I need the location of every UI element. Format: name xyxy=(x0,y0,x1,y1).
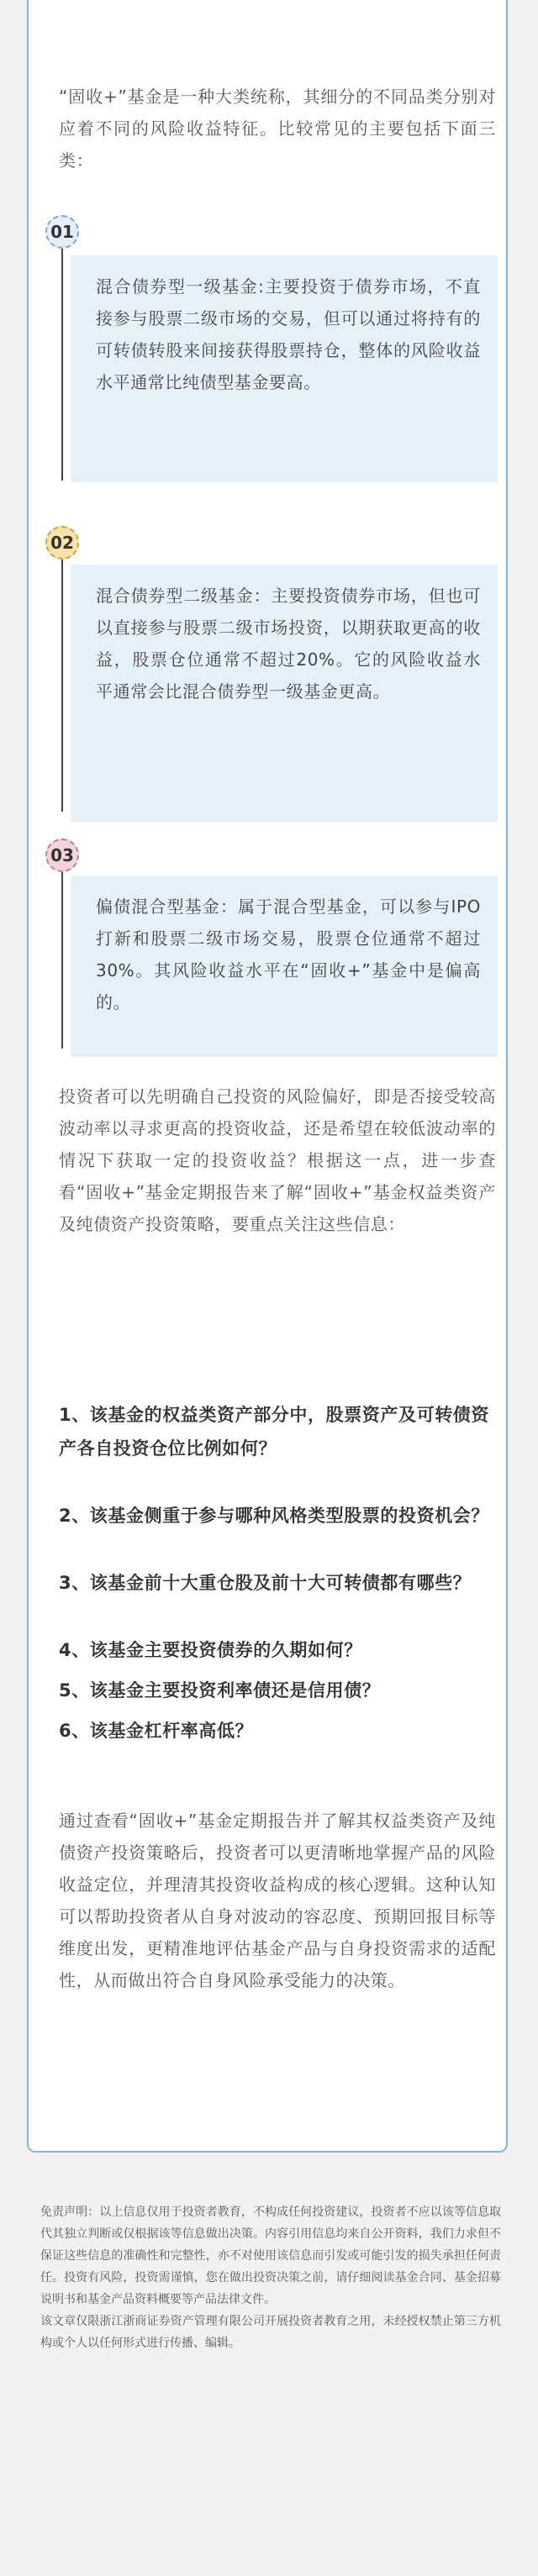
badge-02: 02 xyxy=(45,526,79,560)
badge-03: 03 xyxy=(45,839,79,872)
question-1: 1、该基金的权益类资产部分中，股票资产及可转债资产各自投资仓位比例如何？ xyxy=(59,1405,490,1459)
question-2: 2、该基金侧重于参与哪种风格类型股票的投资机会？ xyxy=(59,1506,490,1526)
timeline-line-02 xyxy=(61,560,63,812)
question-6: 6、该基金杠杆率高低？ xyxy=(59,1721,254,1741)
question-3: 3、该基金前十大重仓股及前十大可转债都有哪些？ xyxy=(59,1573,472,1593)
disclaimer xyxy=(40,2201,501,2354)
category-text-02: 混合债券型二级基金：主要投资债券市场，但也可以直接参与股票二级市场投资，以期获取更高的收益，股票仓位通常不超过20%。它的风险收益水平通常会比混合债券型一级基金更高。 xyxy=(96,586,481,702)
timeline-line-01 xyxy=(61,249,63,481)
conclusion-paragraph: 通过查看“固收+”基金定期报告并了解其权益类资产及纯债资产投资策略后，投资者可以更清晰地掌握产品的风险收益定位，并理清其投资收益构成的核心逻辑。这种认知可以帮助投资者从自身对波动的容忍度、预期回报目标等维度出发，更精准地评估基金产品与自身投资需求的适配性，从而做出符合自身风险承受能力的决策。 xyxy=(59,1811,496,1990)
category-box-03 xyxy=(71,875,498,1057)
question-4: 4、该基金主要投资债券的久期如何？ xyxy=(59,1640,362,1660)
timeline-line-03 xyxy=(61,872,63,1049)
badge-01: 01 xyxy=(45,215,79,249)
strategy-paragraph: 投资者可以先明确自己投资的风险偏好，即是否接受较高波动率以寻求更高的投资收益，还是希望在较低波动率的情况下获取一定的投资收益？根据这一点，进一步查看“固收+”基金定期报告来了解“固收+”基金权益类资产及纯债资产投资策略，要重点关注这些信息： xyxy=(59,1086,496,1234)
category-box-01 xyxy=(71,255,498,482)
disclaimer-text: 免责声明：以上信息仅用于投资者教育，不构成任何投资建议，投资者不应以该等信息取代其独立判断或仅根据该等信息做出决策。内容引用信息均来自公开资料，我们力求但不保证这些信息的准确性和完整性，亦不对使用该信息而引发或可能引发的损失承担任何责任。投资有风险，投资需谨慎，您在做出投资决策之前，请仔细阅读基金合同、基金招募说明书和基金产品资料概要等产品法律文件。 xyxy=(40,2205,501,2306)
question-5: 5、该基金主要投资利率债还是信用债？ xyxy=(59,1680,381,1701)
copyright-notice: 该文章仅限浙江浙商证券资产管理有限公司开展投资者教育之用，未经授权禁止第三方机构或个人以任何形式进行传播、编辑。 xyxy=(40,2315,501,2350)
category-box-02 xyxy=(71,565,498,822)
category-text-03: 偏债混合型基金：属于混合型基金，可以参与IPO打新和股票二级市场交易，股票仓位通常不超过30%。其风险收益水平在“固收+”基金中是偏高的。 xyxy=(96,896,481,1012)
category-text-01: 混合债券型一级基金:主要投资于债券市场，不直接参与股票二级市场的交易，但可以通过将持有的可转债转股来间接获得股票持仓，整体的风险收益水平通常比纯债型基金要高。 xyxy=(96,276,481,392)
intro-paragraph: “固收+”基金是一种大类统称，其细分的不同品类分别对应着不同的风险收益特征。比较常见的主要包括下面三类： xyxy=(59,87,496,171)
